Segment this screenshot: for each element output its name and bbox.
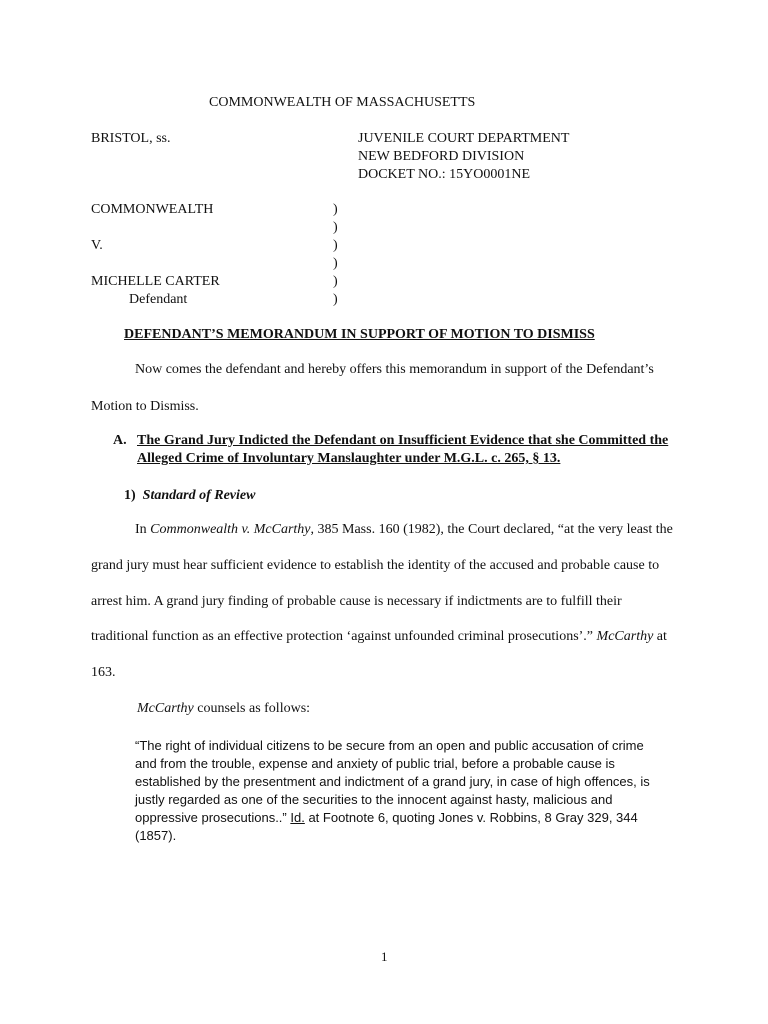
body-line-5: 163. (91, 665, 116, 680)
body-text: counsels as follows: (193, 701, 311, 716)
caption-paren: ) (333, 292, 338, 307)
caption-paren: ) (333, 274, 338, 289)
docket-number: DOCKET NO.: 15YO0001NE (358, 167, 531, 182)
case-citation: McCarthy (137, 701, 194, 716)
intro-line-1: Now comes the defendant and hereby offers this memorandum in support of the Defendant’s (135, 362, 654, 377)
quote-line: justly regarded as one of the securities to the innocent against hasty, malicious and (135, 792, 613, 807)
body-line-3: arrest him. A grand jury finding of probable cause is necessary if indictments are to fulfill their (91, 594, 622, 609)
quote-line (135, 809, 650, 827)
subsection-title: Standard of Review (142, 488, 256, 503)
caption-paren: ) (333, 220, 338, 235)
defendant-name: MICHELLE CARTER (91, 274, 220, 289)
defendant-role: Defendant (129, 292, 188, 307)
court-division: NEW BEDFORD DIVISION (358, 149, 525, 164)
id-citation: Id. (290, 810, 305, 825)
court-title: COMMONWEALTH OF MASSACHUSETTS (209, 95, 476, 110)
quote-text: at Footnote 6, quoting Jones v. Robbins, 8 Gray 329, 344 (304, 810, 638, 825)
block-quote (135, 737, 650, 845)
body-text: In (135, 522, 151, 537)
plaintiff-name: COMMONWEALTH (91, 202, 214, 217)
body-line-2: grand jury must hear sufficient evidence to establish the identity of the accused and probable cause to (91, 558, 660, 573)
counsels-line (137, 700, 310, 718)
versus: V. (91, 238, 103, 253)
body-text: , 385 Mass. 160 (1982), the Court declared, “at the very least the (310, 522, 673, 537)
body-text: at (653, 629, 667, 644)
body-line-4 (91, 628, 667, 646)
quote-line: “The right of individual citizens to be secure from an open and public accusation of crime (135, 738, 644, 753)
quote-line: and from the trouble, expense and anxiety of public trial, before a probable cause is (135, 756, 615, 771)
subsection-1-heading (124, 487, 255, 505)
court-department-block (358, 130, 569, 184)
section-a-line-2: Alleged Crime of Involuntary Manslaughter under M.G.L. c. 265, § 13. (137, 451, 561, 466)
intro-line-2: Motion to Dismiss. (91, 399, 199, 414)
caption-paren: ) (333, 238, 338, 253)
case-citation: McCarthy (596, 629, 654, 644)
memo-title: DEFENDANT’S MEMORANDUM IN SUPPORT OF MOTION TO DISMISS (124, 327, 595, 342)
quote-line: (1857). (135, 828, 177, 843)
section-a-letter: A. (113, 433, 127, 448)
subsection-number: 1) (124, 488, 136, 503)
caption-paren: ) (333, 202, 338, 217)
case-caption (91, 201, 220, 309)
case-citation: Commonwealth v. McCarthy (150, 522, 311, 537)
body-text: traditional function as an effective protection ‘against unfounded criminal prosecutions’.” (91, 629, 597, 644)
quote-text: oppressive prosecutions..” (135, 810, 291, 825)
page-number: 1 (381, 949, 388, 964)
caption-parentheses (333, 201, 338, 309)
county-venue: BRISTOL, ss. (91, 131, 171, 146)
court-department: JUVENILE COURT DEPARTMENT (358, 131, 570, 146)
body-line-1 (135, 521, 673, 539)
caption-paren: ) (333, 256, 338, 271)
quote-line: established by the presentment and indictment of a grand jury, in case of high offences, is (135, 774, 650, 789)
section-a-line-1: The Grand Jury Indicted the Defendant on Insufficient Evidence that she Committed the (137, 433, 669, 448)
